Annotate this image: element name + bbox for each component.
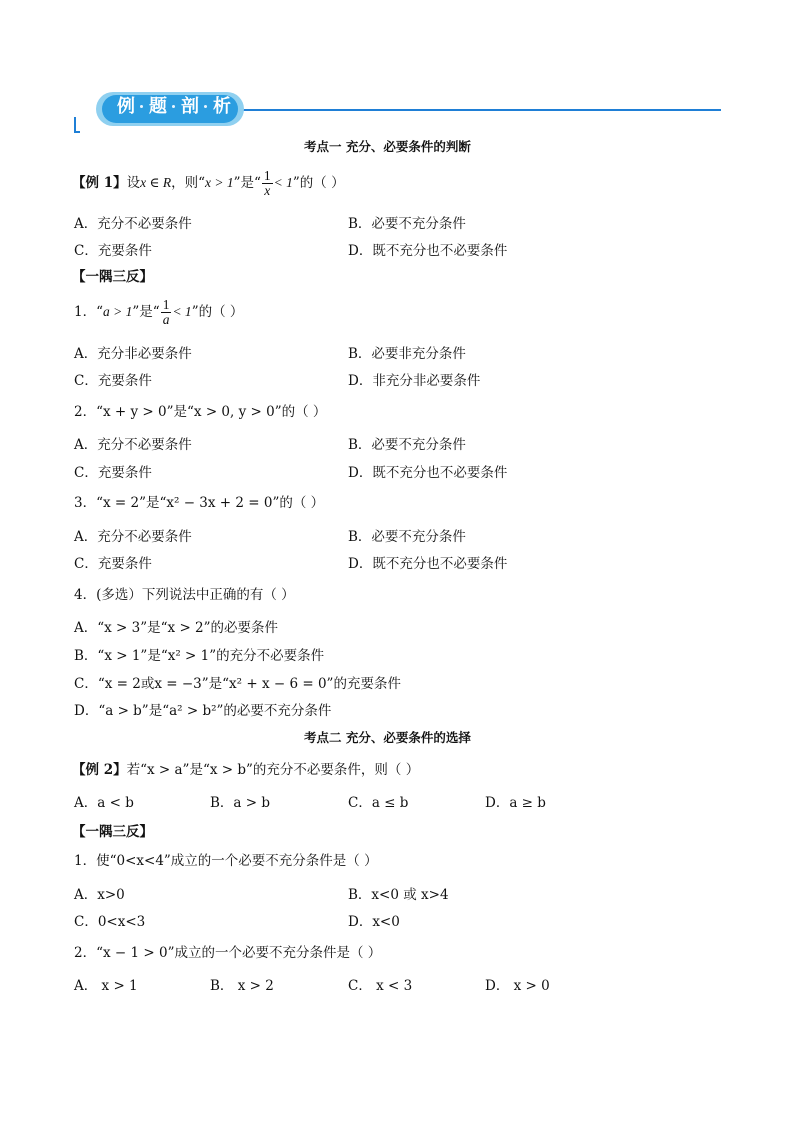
example1-pre: 设: [126, 175, 141, 191]
example1-is: ”是“: [233, 175, 261, 191]
example1-option-d[interactable]: D．既不充分也不必要条件: [348, 243, 508, 259]
example2-tag: 【例 2】: [72, 762, 127, 778]
section-banner: [96, 92, 244, 126]
s1-q2-option-b[interactable]: B．必要不充分条件: [348, 437, 466, 453]
example1-tag: 【例 1】: [72, 175, 127, 191]
s2-q1-question: 1．使“0<x<4”成立的一个必要不充分条件是（ ）: [74, 853, 378, 869]
example1-fraction: [262, 169, 273, 198]
example2-option-b[interactable]: B．a > b: [210, 795, 271, 811]
example1-frac-num: 1: [263, 168, 271, 183]
example1-option-a[interactable]: A．充分不必要条件: [74, 216, 192, 232]
practice1-tag: 【一隅三反】: [72, 269, 153, 285]
s1-q1-pre: 1．“: [74, 304, 103, 320]
s1-q2-question: 2．“x + y > 0”是“x > 0, y > 0”的（ ）: [74, 404, 327, 420]
s2-q2-option-a[interactable]: A． x > 1: [74, 978, 138, 994]
s1-q1-question: [74, 294, 243, 330]
s1-q4-question: 4．(多选）下列说法中正确的有（ ）: [74, 587, 295, 603]
example2-option-c[interactable]: C．a ≤ b: [348, 795, 409, 811]
example1-cond: x ∈ R: [140, 175, 172, 190]
s2-q1-option-c[interactable]: C．0<x<3: [74, 914, 146, 930]
s2-q2-question: 2．“x − 1 > 0”成立的一个必要不充分条件是（ ）: [74, 945, 382, 961]
s2-q1-option-d[interactable]: D．x<0: [348, 914, 400, 930]
s1-q4-option-a[interactable]: A．“x > 3”是“x > 2”的必要条件: [74, 620, 279, 636]
s1-q4-option-d[interactable]: D．“a > b”是“a² > b²”的必要不充分条件: [74, 703, 332, 719]
s1-q1-is: ”是“: [132, 304, 160, 320]
s1-q1-frac-num: 1: [162, 297, 170, 312]
s1-q3-option-a[interactable]: A．充分不必要条件: [74, 529, 192, 545]
s1-q1-end: ”的（ ）: [191, 304, 244, 320]
example1-option-c[interactable]: C．充要条件: [74, 243, 152, 259]
banner-char-3: 剖: [181, 96, 199, 117]
s2-q1-option-b[interactable]: B．x<0 或 x>4: [348, 887, 449, 903]
example1-p: x > 1: [204, 175, 234, 190]
s1-q4-option-c[interactable]: C．“x = 2或x = −3”是“x² + x − 6 = 0”的充要条件: [74, 676, 401, 692]
s1-q1-option-b[interactable]: B．必要非充分条件: [348, 346, 466, 362]
example1-end: ”的（ ）: [292, 175, 345, 191]
s1-q1-option-c[interactable]: C．充要条件: [74, 373, 152, 389]
s1-q4-option-b[interactable]: B．“x > 1”是“x² > 1”的充分不必要条件: [74, 648, 325, 664]
s1-q1-q: < 1: [172, 304, 192, 319]
s1-q1-p: a > 1: [103, 304, 133, 319]
banner-char-2: 题: [149, 96, 167, 117]
s1-q2-option-c[interactable]: C．充要条件: [74, 465, 152, 481]
example1-frac-den: x: [264, 183, 271, 198]
s1-q1-frac-den: a: [162, 312, 170, 327]
example1-option-b[interactable]: B．必要不充分条件: [348, 216, 466, 232]
s1-q2-option-a[interactable]: A．充分不必要条件: [74, 437, 192, 453]
banner-dot-1: [140, 105, 143, 108]
s1-q3-option-b[interactable]: B．必要不充分条件: [348, 529, 466, 545]
example2-question: [72, 758, 419, 778]
s2-q2-option-d[interactable]: D． x > 0: [485, 978, 550, 994]
s1-q3-question: 3．“x = 2”是“x² − 3x + 2 = 0”的（ ）: [74, 495, 325, 511]
example1-mid: ，则“: [171, 175, 205, 191]
section1-title: 考点一 充分、必要条件的判断: [304, 139, 471, 154]
s1-q1-fraction: [161, 298, 172, 327]
example1-q: < 1: [273, 175, 293, 190]
s1-q2-option-d[interactable]: D．既不充分也不必要条件: [348, 465, 508, 481]
s2-q1-option-a[interactable]: A．x>0: [74, 887, 125, 903]
s2-q2-option-b[interactable]: B． x > 2: [210, 978, 274, 994]
banner-char-1: 例: [117, 96, 135, 117]
practice2-tag: 【一隅三反】: [72, 824, 153, 840]
s1-q3-option-c[interactable]: C．充要条件: [74, 556, 152, 572]
example2-text: 若“x > a”是“x > b”的充分不必要条件，则（ ）: [126, 762, 420, 778]
s1-q3-option-d[interactable]: D．既不充分也不必要条件: [348, 556, 508, 572]
example2-option-d[interactable]: D．a ≥ b: [485, 795, 546, 811]
example2-option-a[interactable]: A．a < b: [74, 795, 134, 811]
s1-q1-option-d[interactable]: D．非充分非必要条件: [348, 373, 481, 389]
example1-question: [72, 165, 345, 201]
banner-dot-3: [204, 105, 207, 108]
section2-title: 考点二 充分、必要条件的选择: [304, 730, 471, 745]
banner-char-4: 析: [213, 96, 231, 117]
s2-q2-option-c[interactable]: C． x < 3: [348, 978, 413, 994]
banner-dot-2: [172, 105, 175, 108]
s1-q1-option-a[interactable]: A．充分非必要条件: [74, 346, 192, 362]
header-corner-mark-foot: [74, 131, 80, 133]
